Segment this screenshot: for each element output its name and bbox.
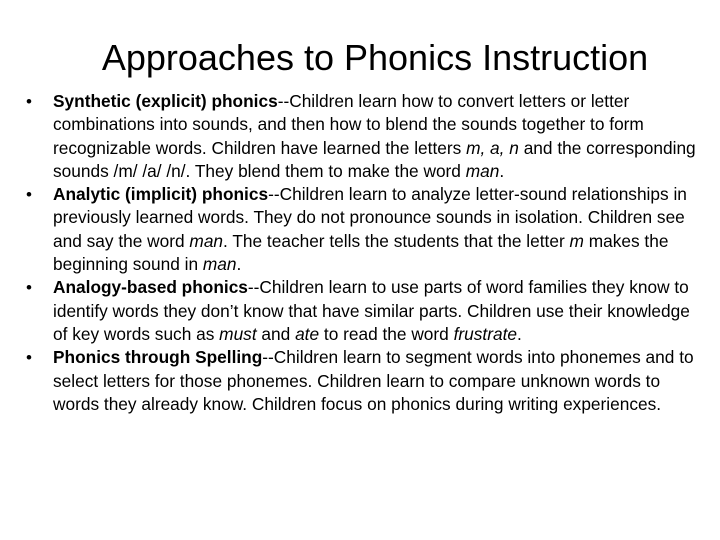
bullet-text: --Children learn to use parts of word families they know to identify words they don’t know that have similar parts. Children use their knowledge of key words such as <box>53 277 690 344</box>
bullet-text: . <box>499 160 505 181</box>
bullet-text-italic: must <box>219 323 257 344</box>
bullet-text: --Children learn to segment words into phonemes and to select letters for those phonemes. Children learn to compare unknown words to words they already know. Children focus on phonics during writing experiences. <box>53 347 694 414</box>
slide-title: Approaches to Phonics Instruction <box>101 37 649 78</box>
bullet-text: and the corresponding sounds /m/ /a/ /n/. They blend them to make the word <box>53 137 696 181</box>
bullet-item <box>20 183 705 276</box>
bullet-text-italic: ate <box>295 323 320 344</box>
bullet-dot-icon: • <box>26 185 32 205</box>
bullet-item <box>20 276 705 346</box>
bullet-text: makes the beginning sound in <box>53 230 669 275</box>
bullet-dot-icon: • <box>26 278 32 298</box>
bullet-dot-icon: • <box>26 92 32 111</box>
bullet-text: . <box>236 254 242 275</box>
bullet-text: --Children learn to analyze letter-sound relationships in previously learned words. They do not pronounce sounds in isolation. Children see and say the word <box>53 184 687 251</box>
bullet-term: Synthetic (explicit) phonics <box>53 91 278 111</box>
bullet-text-italic: m, a, n <box>466 137 519 158</box>
bullet-text-italic: man <box>189 230 224 251</box>
bullet-list <box>20 90 705 416</box>
bullet-item <box>20 90 705 183</box>
bullet-term: Analogy-based phonics <box>53 277 248 298</box>
bullet-text-italic: man <box>465 160 500 181</box>
bullet-text: and <box>256 323 296 344</box>
bullet-text: --Children learn how to convert letters or letter combinations into sounds, and then how to blend the sounds together to form recognizable words. Children have learned the letters <box>53 91 644 158</box>
bullet-term: Phonics through Spelling <box>53 347 263 368</box>
bullet-text-italic: m <box>569 230 584 251</box>
bullet-term: Analytic (implicit) phonics <box>53 184 269 205</box>
bullet-text: . The teacher tells the students that the letter <box>223 230 570 251</box>
bullet-text: to read the word <box>319 323 454 344</box>
bullet-item <box>20 346 705 416</box>
bullet-dot-icon: • <box>26 348 32 368</box>
bullet-text-italic: man <box>202 254 237 275</box>
bullet-text-italic: frustrate <box>453 323 517 344</box>
bullet-text: . <box>516 323 522 344</box>
